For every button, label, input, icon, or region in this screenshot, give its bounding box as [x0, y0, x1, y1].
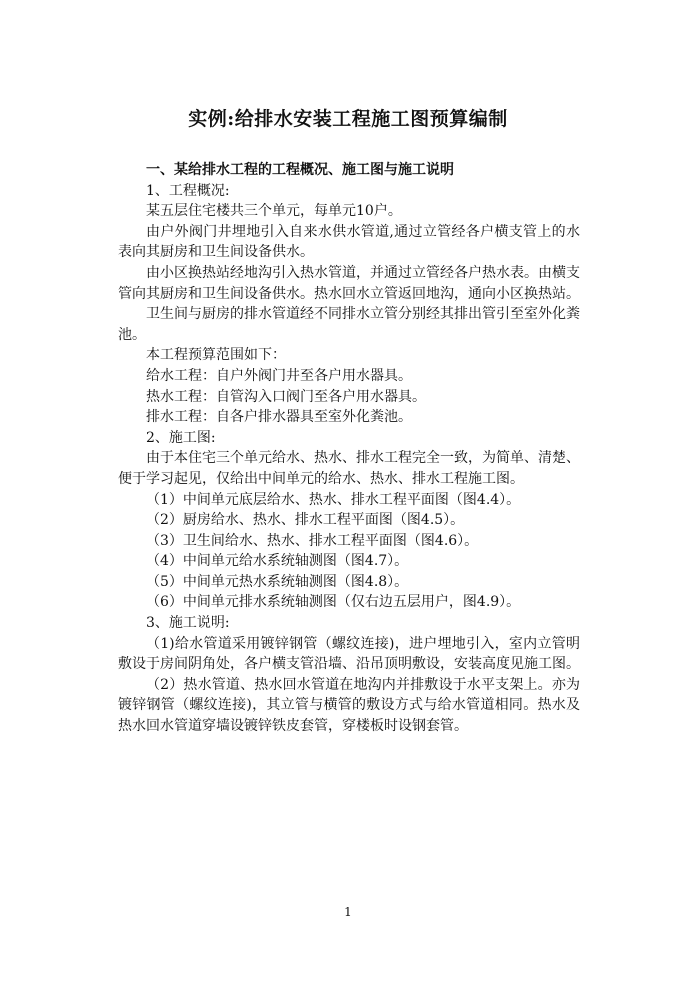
scope-item-water-supply: 给水工程：自户外阀门井至各户用水器具。 [146, 367, 412, 384]
drawing-list-item: （2）厨房给水、热水、排水工程平面图（图4.5）。 [146, 512, 465, 529]
drawing-list-item: （6）中间单元排水系统轴测图（仅右边五层用户，图4.9）。 [146, 594, 521, 611]
notes-label: 3、施工说明: [146, 615, 230, 632]
overview-paragraph-2: 由户外阀门井埋地引入自来水供水管道,通过立管经各户横支管上的水表向其厨房和卫生间设备供水。 [118, 223, 580, 261]
overview-label: 1、工程概况: [146, 182, 230, 199]
drawings-label: 2、施工图: [146, 429, 216, 446]
scope-item-drainage: 排水工程：自各户排水器具至室外化粪池。 [146, 409, 412, 426]
section-heading: 一、某给排水工程的工程概况、施工图与施工说明 [146, 162, 454, 178]
scope-item-hot-water: 热水工程：自管沟入口阀门至各户用水器具。 [146, 388, 426, 405]
scope-label: 本工程预算范围如下： [146, 347, 286, 364]
page-number: 1 [344, 905, 352, 919]
document-body [118, 160, 580, 737]
document-title: 实例:给排水安装工程施工图预算编制 [188, 108, 508, 130]
drawing-list-item: （1）中间单元底层给水、热水、排水工程平面图（图4.4）。 [146, 491, 521, 508]
overview-paragraph-3: 由小区换热站经地沟引入热水管道，并通过立管经各户热水表。由横支管向其厨房和卫生间设备供水。热水回水立管返回地沟，通向小区换热站。 [118, 264, 580, 302]
drawing-list-item: （3）卫生间给水、热水、排水工程平面图（图4.6）。 [146, 532, 479, 549]
notes-paragraph-2: （2）热水管道、热水回水管道在地沟内并排敷设于水平支架上。亦为镀锌钢管（螺纹连接)，其立管与横管的敷设方式与给水管道相同。热水及热水回水管道穿墙设镀锌铁皮套管，穿楼板时设钢套管。 [118, 676, 580, 735]
drawing-list-item: （5）中间单元热水系统轴测图（图4.8）。 [146, 573, 409, 590]
overview-paragraph-1: 某五层住宅楼共三个单元，每单元10户。 [146, 203, 402, 220]
drawings-intro: 由于本住宅三个单元给水、热水、排水工程完全一致，为简单、清楚、便于学习起见，仅给出中间单元的给水、热水、排水工程施工图。 [118, 450, 580, 487]
overview-paragraph-4: 卫生间与厨房的排水管道经不同排水立管分别经其排出管引至室外化粪池。 [118, 306, 580, 343]
notes-paragraph-1: （1)给水管道采用镀锌钢管（螺纹连接)，进户埋地引入，室内立管明敷设于房间阴角处，各户横支管沿墙、沿吊顶明敷设，安装高度见施工图。 [118, 635, 580, 673]
drawing-list-item: （4）中间单元给水系统轴测图（图4.7）。 [146, 553, 409, 570]
